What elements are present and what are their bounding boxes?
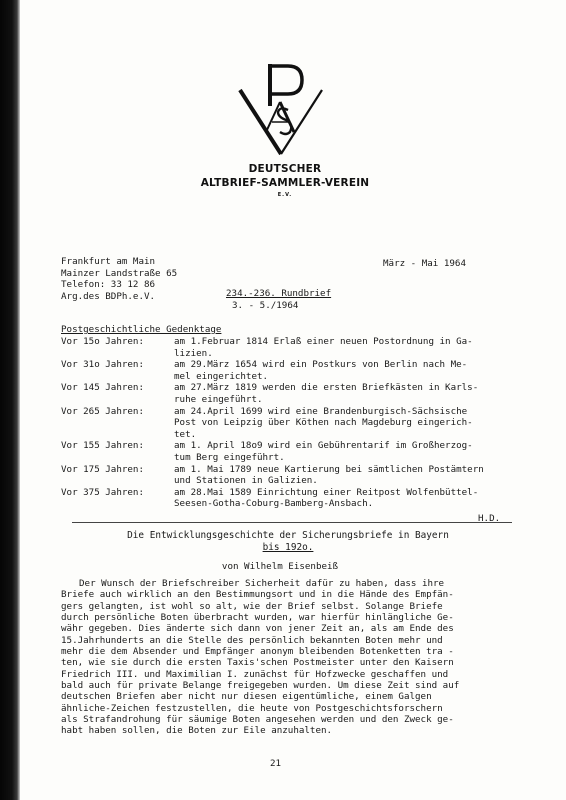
list-item [61, 487, 521, 510]
anniversary-label: Vor 145 Jahren: [61, 382, 144, 394]
list-item [61, 440, 521, 463]
body-line: gers gelangten, ist wohl so alt, wie der Brief selbst. Solange Briefe [61, 600, 443, 612]
anniversary-label: Vor 175 Jahren: [61, 463, 144, 475]
scan-binding-edge [0, 0, 20, 800]
body-line: Der Wunsch der Briefschreiber Sicherheit dafür zu haben, dass ihre [79, 578, 445, 589]
body-line: ten, wie sie durch die ersten Taxis'schen Postmeister unter den Kaisern [61, 657, 454, 669]
org-name-line3: E.V. [277, 192, 293, 198]
gedenktage-signature: H.D. [478, 513, 501, 524]
address-line: Frankfurt am Main [61, 256, 156, 267]
article-title-line1: Die Entwicklungsgeschichte der Sicherungsbriefe in Bayern [127, 530, 449, 541]
gedenktage-list [61, 336, 521, 510]
body-line: ähnliche-Zeichen festzustellen, die heute von Postgeschichtsforschern [61, 702, 443, 714]
address-line: Mainzer Landstraße 65 [61, 267, 178, 279]
address-line: Telefon: 33 12 86 [61, 279, 156, 290]
body-line: deutschen Briefen aber nicht nur diesen eigentümliche, einem Galgen [61, 691, 432, 703]
body-line: bald auch für private Belange freigegeben wurden. Um diese Zeit sind auf [61, 680, 460, 692]
sender-address [61, 256, 177, 302]
anniversary-text: am 28.Mai 1589 Einrichtung einer Reitpost Wolfenbüttel- Seesen-Gotha-Coburg-Bamberg-Ansbach. [174, 486, 479, 510]
asv-monogram-logo-icon [236, 62, 326, 157]
org-name-line2: ALTBRIEF-SAMMLER-VEREIN [200, 177, 370, 189]
body-line: Friedrich III. und Maximilian I. zunächst für Hofzwecke geschaffen und [61, 668, 449, 680]
anniversary-text: am 1.Februar 1814 Erlaß einer neuen Postordnung in Ga- lizien. [174, 336, 473, 359]
page-number: 21 [270, 758, 282, 769]
anniversary-text: am 1. Mai 1789 neue Kartierung bei sämtlichen Postämtern und Stationen in Galizien. [174, 463, 484, 487]
body-line: habt haben sollen, die Boten zur Eile anzuhalten. [61, 725, 333, 737]
anniversary-label: Vor 155 Jahren: [61, 440, 144, 452]
issue-date: März - Mai 1964 [383, 258, 466, 269]
rundbrief-header [226, 288, 331, 312]
article-body [61, 578, 531, 737]
body-line: mehr die dem Absender und Empfänger anonym bleibenden Botenketten tra - [61, 646, 454, 658]
anniversary-label: Vor 375 Jahren: [61, 486, 144, 498]
anniversary-text: am 24.April 1699 wird eine Brandenburgisch-Sächsische Post von Leipzig über Köthen nach Magdeburg eingerich- tet. [174, 405, 473, 440]
body-line: Briefe auch wirklich an den Bestimmungsort und in die Hände des Empfän- [61, 589, 454, 601]
list-item [61, 336, 521, 359]
list-item [61, 406, 521, 441]
org-name-line1: DEUTSCHER [248, 163, 322, 175]
gedenktage-title: Postgeschichtliche Gedenktage [61, 324, 222, 335]
article-author: von Wilhelm Eisenbeiß [221, 561, 339, 572]
list-item [61, 382, 521, 405]
anniversary-text: am 29.März 1654 wird ein Postkurs von Berlin nach Me- mel eingerichtet. [174, 359, 468, 382]
body-line: währ gegeben. Dies änderte sich dann von jener Zeit an, als am Ende des [61, 623, 454, 635]
article-title-line2: bis 192o. [262, 542, 314, 553]
body-line: als Strafandrohung für säumige Boten angesehen werden und den Zweck ge- [61, 714, 454, 726]
list-item [61, 464, 521, 487]
rundbrief-number: 234.-236. Rundbrief [226, 288, 332, 299]
anniversary-text: am 27.März 1819 werden die ersten Briefkästen in Karls- ruhe eingeführt. [174, 382, 479, 405]
anniversary-label: Vor 15o Jahren: [61, 336, 144, 347]
rundbrief-date: 3. - 5./1964 [232, 300, 299, 311]
anniversary-text: am 1. April 18o9 wird ein Gebührentarif im Großherzog- tum Berg eingeführt. [174, 440, 473, 463]
section-divider [72, 522, 512, 523]
anniversary-label: Vor 31o Jahren: [61, 359, 144, 371]
address-line: Arg.des BDPh.e.V. [61, 290, 156, 302]
anniversary-label: Vor 265 Jahren: [61, 405, 144, 417]
article-title [80, 530, 496, 554]
body-line: 15.Jahrhunderts an die Stelle des persönlich bekannten Boten mehr und [61, 634, 443, 646]
list-item [61, 359, 521, 382]
body-line: durch persönliche Boten überbracht wurden, war hierfür hinlängliche Ge- [61, 612, 454, 624]
